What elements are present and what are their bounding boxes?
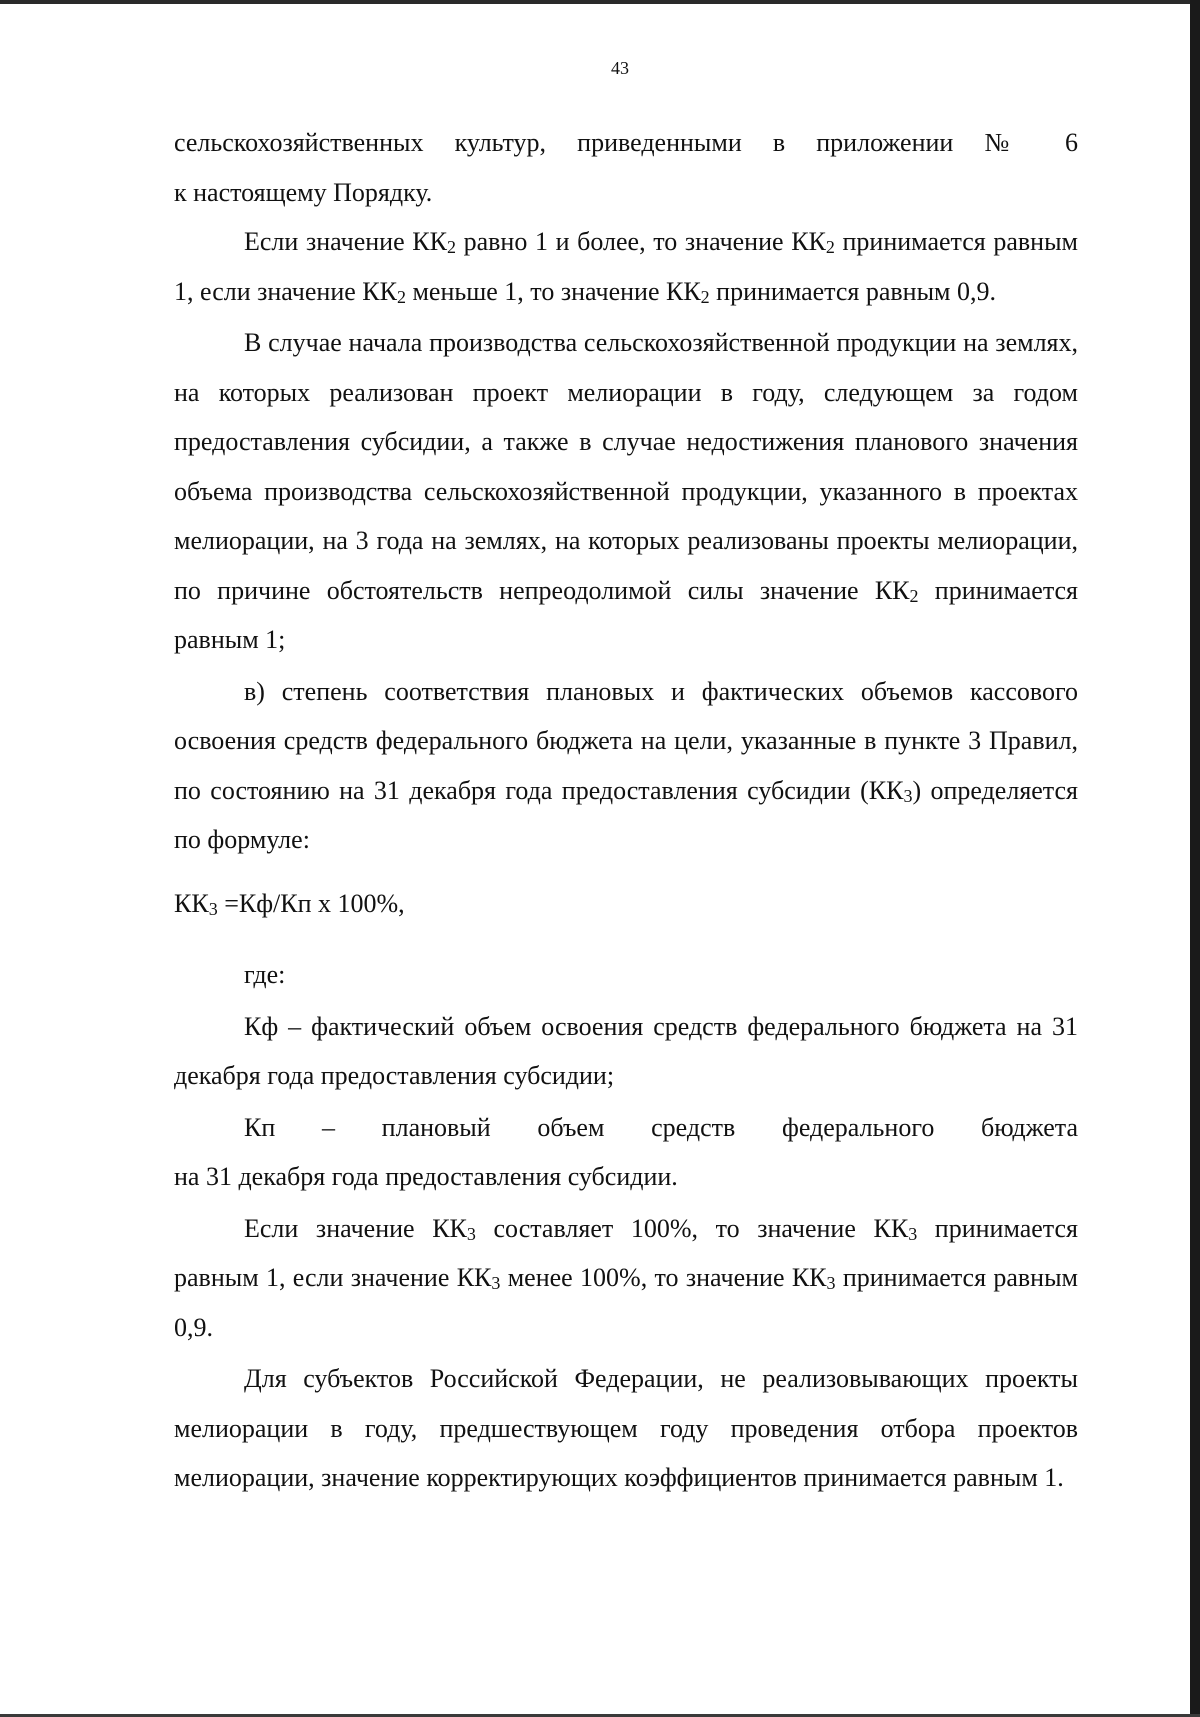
text-segment: в) степень соответствия плановых и фактических объемов кассового освоения средств федерального бюджета на цели, указанные в пункте 3 Правил, по состоянию на 31 декабря года предоставления субсидии (КК: [174, 676, 1078, 805]
text-segment: составляет 100%, то значение КК: [475, 1213, 909, 1243]
subscript: 3: [208, 898, 218, 919]
text-segment: принимается равным 1;: [174, 575, 1078, 654]
formula-segment: КК: [174, 888, 209, 918]
page-border-top: [0, 0, 1200, 4]
formula-segment: =Кф/Кп х 100%,: [217, 888, 405, 918]
where-label: где:: [244, 960, 286, 989]
definition-kf: Кф – фактический объем освоения средств федерального бюджета на 31 декабря года предоставления субсидии;: [174, 1011, 1078, 1090]
subscript: 2: [825, 237, 835, 257]
formula-kk3: [174, 879, 1078, 929]
paragraph-item-v: [174, 667, 1078, 865]
paragraph-production-case: [174, 318, 1078, 665]
paragraph-kk3-conditions: [174, 1204, 1078, 1353]
subscript: 2: [700, 286, 710, 307]
text-segment: меньше 1, то значение КК: [405, 276, 701, 306]
subscript: 2: [446, 237, 456, 257]
text-segment: менее 100%, то значение КК: [500, 1263, 827, 1292]
text-segment: ) определяется по формуле:: [174, 775, 1078, 854]
text-segment: Если значение КК: [244, 1213, 467, 1243]
subscript: 3: [466, 1223, 476, 1244]
subscript: 3: [826, 1273, 836, 1293]
subscript: 3: [491, 1273, 501, 1293]
text-segment: принимается равным 1, если значение КК: [174, 227, 1078, 306]
text-segment: Если значение КК: [244, 227, 447, 256]
subscript: 2: [396, 286, 406, 307]
document-body: [174, 118, 1078, 1503]
definition-kp-line-1: Кп – плановый объем средств федерального бюджета: [244, 1112, 1078, 1142]
definition-kp-line-2: на 31 декабря года предоставления субсидии.: [174, 1162, 678, 1191]
paragraph-1-line-2: к настоящему Порядку.: [174, 177, 433, 207]
text-segment: принимается равным 0,9.: [709, 276, 997, 306]
paragraph-subjects: Для субъектов Российской Федерации, не реализовывающих проекты мелиорации в году, предшествующем году проведения отбора проектов мелиорации, значение корректирующих коэффициентов принимается равным 1.: [174, 1364, 1078, 1492]
page-number: 43: [611, 58, 629, 78]
subscript: 3: [903, 785, 913, 806]
subscript: 3: [908, 1223, 918, 1244]
text-segment: равно 1 и более, то значение КК: [455, 227, 826, 256]
page-border-right: [1190, 0, 1200, 1717]
text-segment: принимается равным 0,9.: [174, 1263, 1078, 1342]
text-segment: принимается равным 1, если значение КК: [174, 1213, 1078, 1292]
paragraph-1-line-1: сельскохозяйственных культур, приведенными в приложении № 6: [174, 128, 1078, 157]
subscript: 2: [909, 585, 919, 606]
text-segment: В случае начала производства сельскохозяйственной продукции на землях, на которых реализован проект мелиорации в году, следующем за годом предоставления субсидии, а также в случае недостижения планового значения объема производства сельскохозяйственной продукции, указанного в проектах мелиорации, на 3 года на землях, на которых реализованы проекты мелиорации, по причине обстоятельств непреодолимой силы значение КК: [174, 328, 1078, 605]
paragraph-kk2-conditions: [174, 217, 1078, 316]
